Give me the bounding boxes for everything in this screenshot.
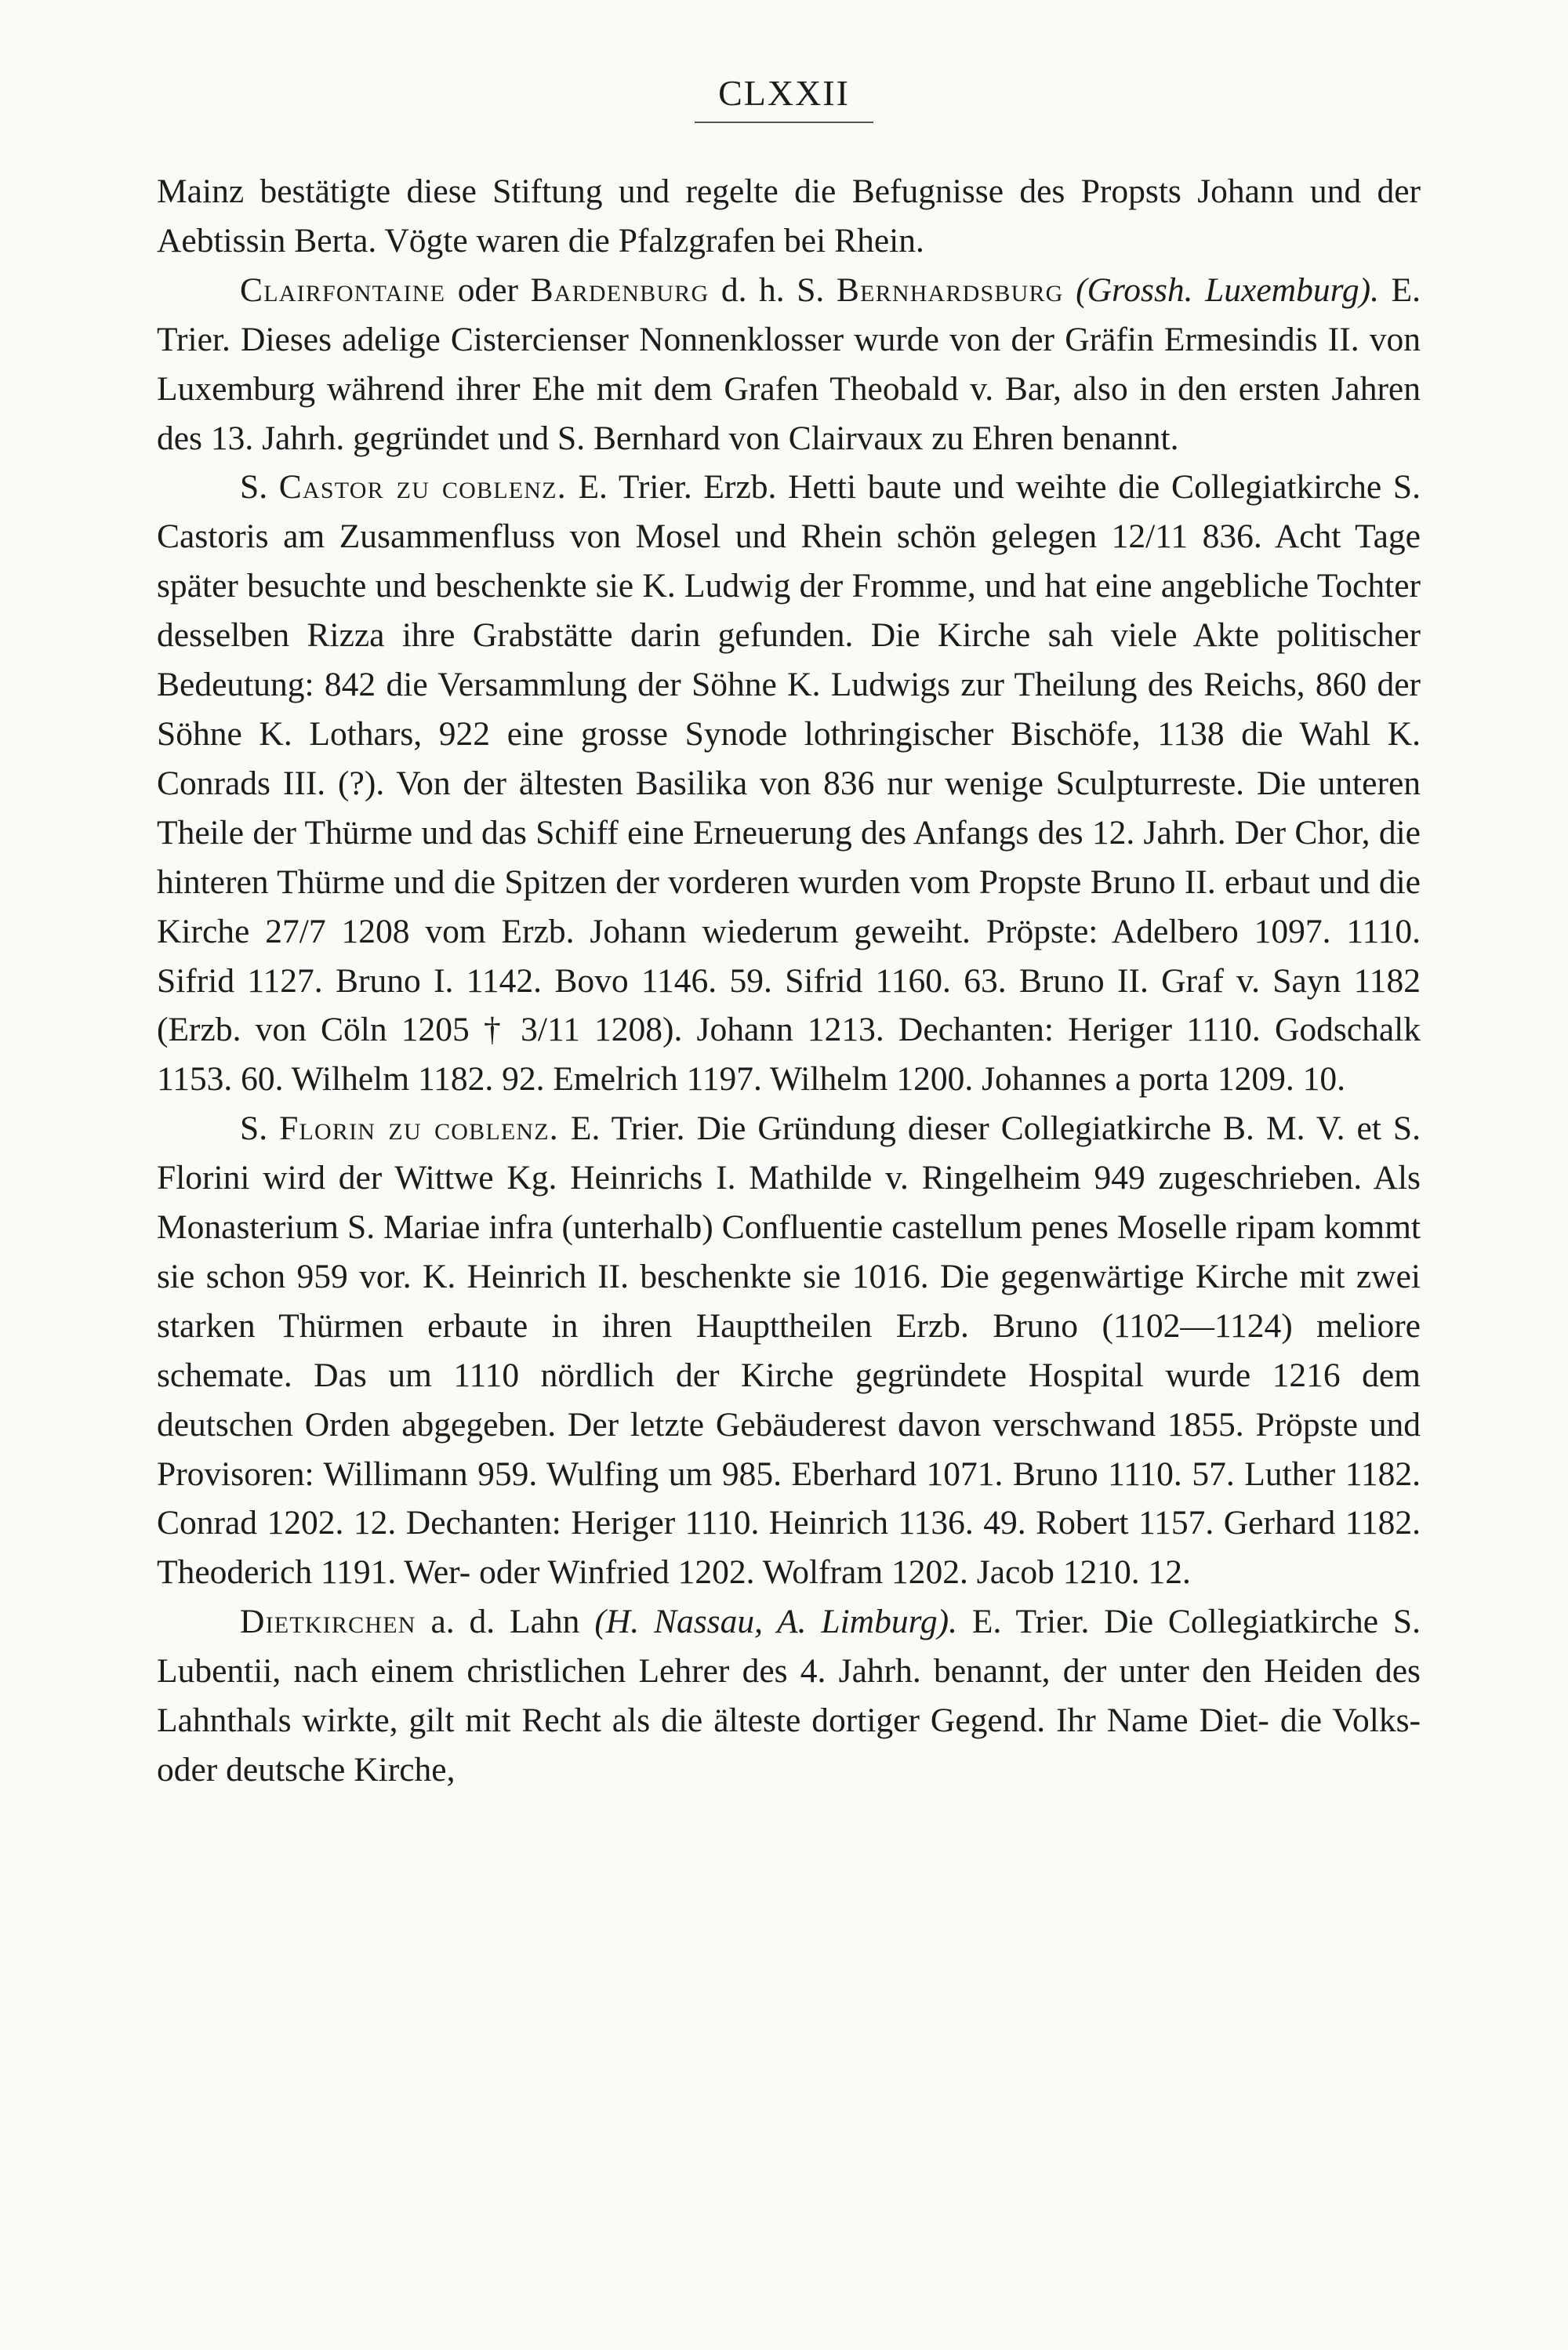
page-number [0, 72, 1568, 123]
text-run-italic: (Grossh. Luxemburg). [1076, 271, 1379, 309]
text-run-smallcaps: Castor zu coblenz. [278, 468, 567, 507]
text-run: E. Trier. Dieses adelige Cistercienser Nonnenklosser wurde von der Gräfin Ermesindis II. von Luxemburg während ihrer Ehe mit dem Grafen Theobald v. Bar, also in den ersten Jahren des 13. Jahrh. gegründet und S. Bernhard von Clairvaux zu Ehren benannt. [157, 271, 1421, 457]
text-run-smallcaps: Clairfontaine [240, 271, 446, 309]
text-run-smallcaps: Bernhardsburg [836, 271, 1064, 309]
text-run: Mainz bestätigte diese Stiftung und regelte die Befugnisse des Propsts Johann und der Aebtissin Berta. Vögte waren die Pfalzgrafen bei Rhein. [157, 173, 1421, 260]
text-run-smallcaps: Bardenburg [530, 271, 710, 309]
text-run: S. [240, 1110, 280, 1148]
text-run: E. Trier. Die Collegiatkirche S. Lubentii, nach einem christlichen Lehrer des 4. Jahrh. benannt, der unter den Heiden des Lahnthals wirkte, gilt mit Recht als die älteste dortiger Gegend. Ihr Name Diet- die Volks- oder deutsche Kirche, [157, 1603, 1421, 1789]
text-run-italic: (H. Nassau, A. Limburg). [594, 1603, 958, 1641]
paragraph-mainz [157, 167, 1421, 266]
page-number-text: CLXXII [695, 72, 873, 123]
paragraph-florin [157, 1104, 1421, 1597]
paragraph-dietkirchen [157, 1597, 1421, 1795]
text-run-smallcaps: Dietkirchen [240, 1603, 416, 1641]
paragraph-clairfontaine [157, 266, 1421, 463]
text-run: S. [240, 468, 279, 507]
text-body [157, 167, 1421, 1795]
text-run: a. d. Lahn [416, 1603, 595, 1641]
text-run [1064, 271, 1076, 309]
paragraph-castor [157, 463, 1421, 1104]
text-run-smallcaps: Florin zu coblenz. [279, 1110, 559, 1148]
text-run: E. Trier. Erzb. Hetti baute und weihte die Collegiatkirche S. Castoris am Zusammenfluss von Mosel und Rhein schön gelegen 12/11 836. Acht Tage später besuchte und beschenkte sie K. Ludwig der Fromme, und hat eine angebliche Tochter desselben Rizza ihre Grabstätte darin gefunden. Die Kirche sah viele Akte politischer Bedeutung: 842 die Versammlung der Söhne K. Ludwigs zur Theilung des Reichs, 860 der Söhne K. Lothars, 922 eine grosse Synode lothringischer Bischöfe, 1138 die Wahl K. Conrads III. (?). Von der ältesten Basilika von 836 nur wenige Sculpturreste. Die unteren Theile der Thürme und das Schiff eine Erneuerung des Anfangs des 12. Jahrh. Der Chor, die hinteren Thürme und die Spitzen der vorderen wurden vom Propste Bruno II. erbaut und die Kirche 27/7 1208 vom Erzb. Johann wiederum geweiht. Pröpste: Adelbero 1097. 1110. Sifrid 1127. Bruno I. 1142. Bovo 1146. 59. Sifrid 1160. 63. Bruno II. Graf v. Sayn 1182 (Erzb. von Cöln 1205 † 3/11 1208). Johann 1213. Dechanten: Heriger 1110. Godschalk 1153. 60. Wilhelm 1182. 92. Emelrich 1197. Wilhelm 1200. Johannes a porta 1209. 10. [157, 468, 1421, 1099]
text-run: E. Trier. Die Gründung dieser Collegiatkirche B. M. V. et S. Florini wird der Wittwe Kg. Heinrichs I. Mathilde v. Ringelheim 949 zugeschrieben. Als Monasterium S. Mariae infra (unterhalb) Confluentie castellum penes Moselle ripam kommt sie schon 959 vor. K. Heinrich II. beschenkte sie 1016. Die gegenwärtige Kirche mit zwei starken Thürmen erbaute in ihren Haupttheilen Erzb. Bruno (1102—1124) meliore schemate. Das um 1110 nördlich der Kirche gegründete Hospital wurde 1216 dem deutschen Orden abgegeben. Der letzte Gebäuderest davon verschwand 1855. Pröpste und Provisoren: Willimann 959. Wulfing um 985. Eberhard 1071. Bruno 1110. 57. Luther 1182. Conrad 1202. 12. Dechanten: Heriger 1110. Heinrich 1136. 49. Robert 1157. Gerhard 1182. Theoderich 1191. Wer- oder Winfried 1202. Wolfram 1202. Jacob 1210. 12. [157, 1110, 1421, 1592]
text-run: oder [445, 271, 531, 309]
text-run: d. h. S. [709, 271, 837, 309]
